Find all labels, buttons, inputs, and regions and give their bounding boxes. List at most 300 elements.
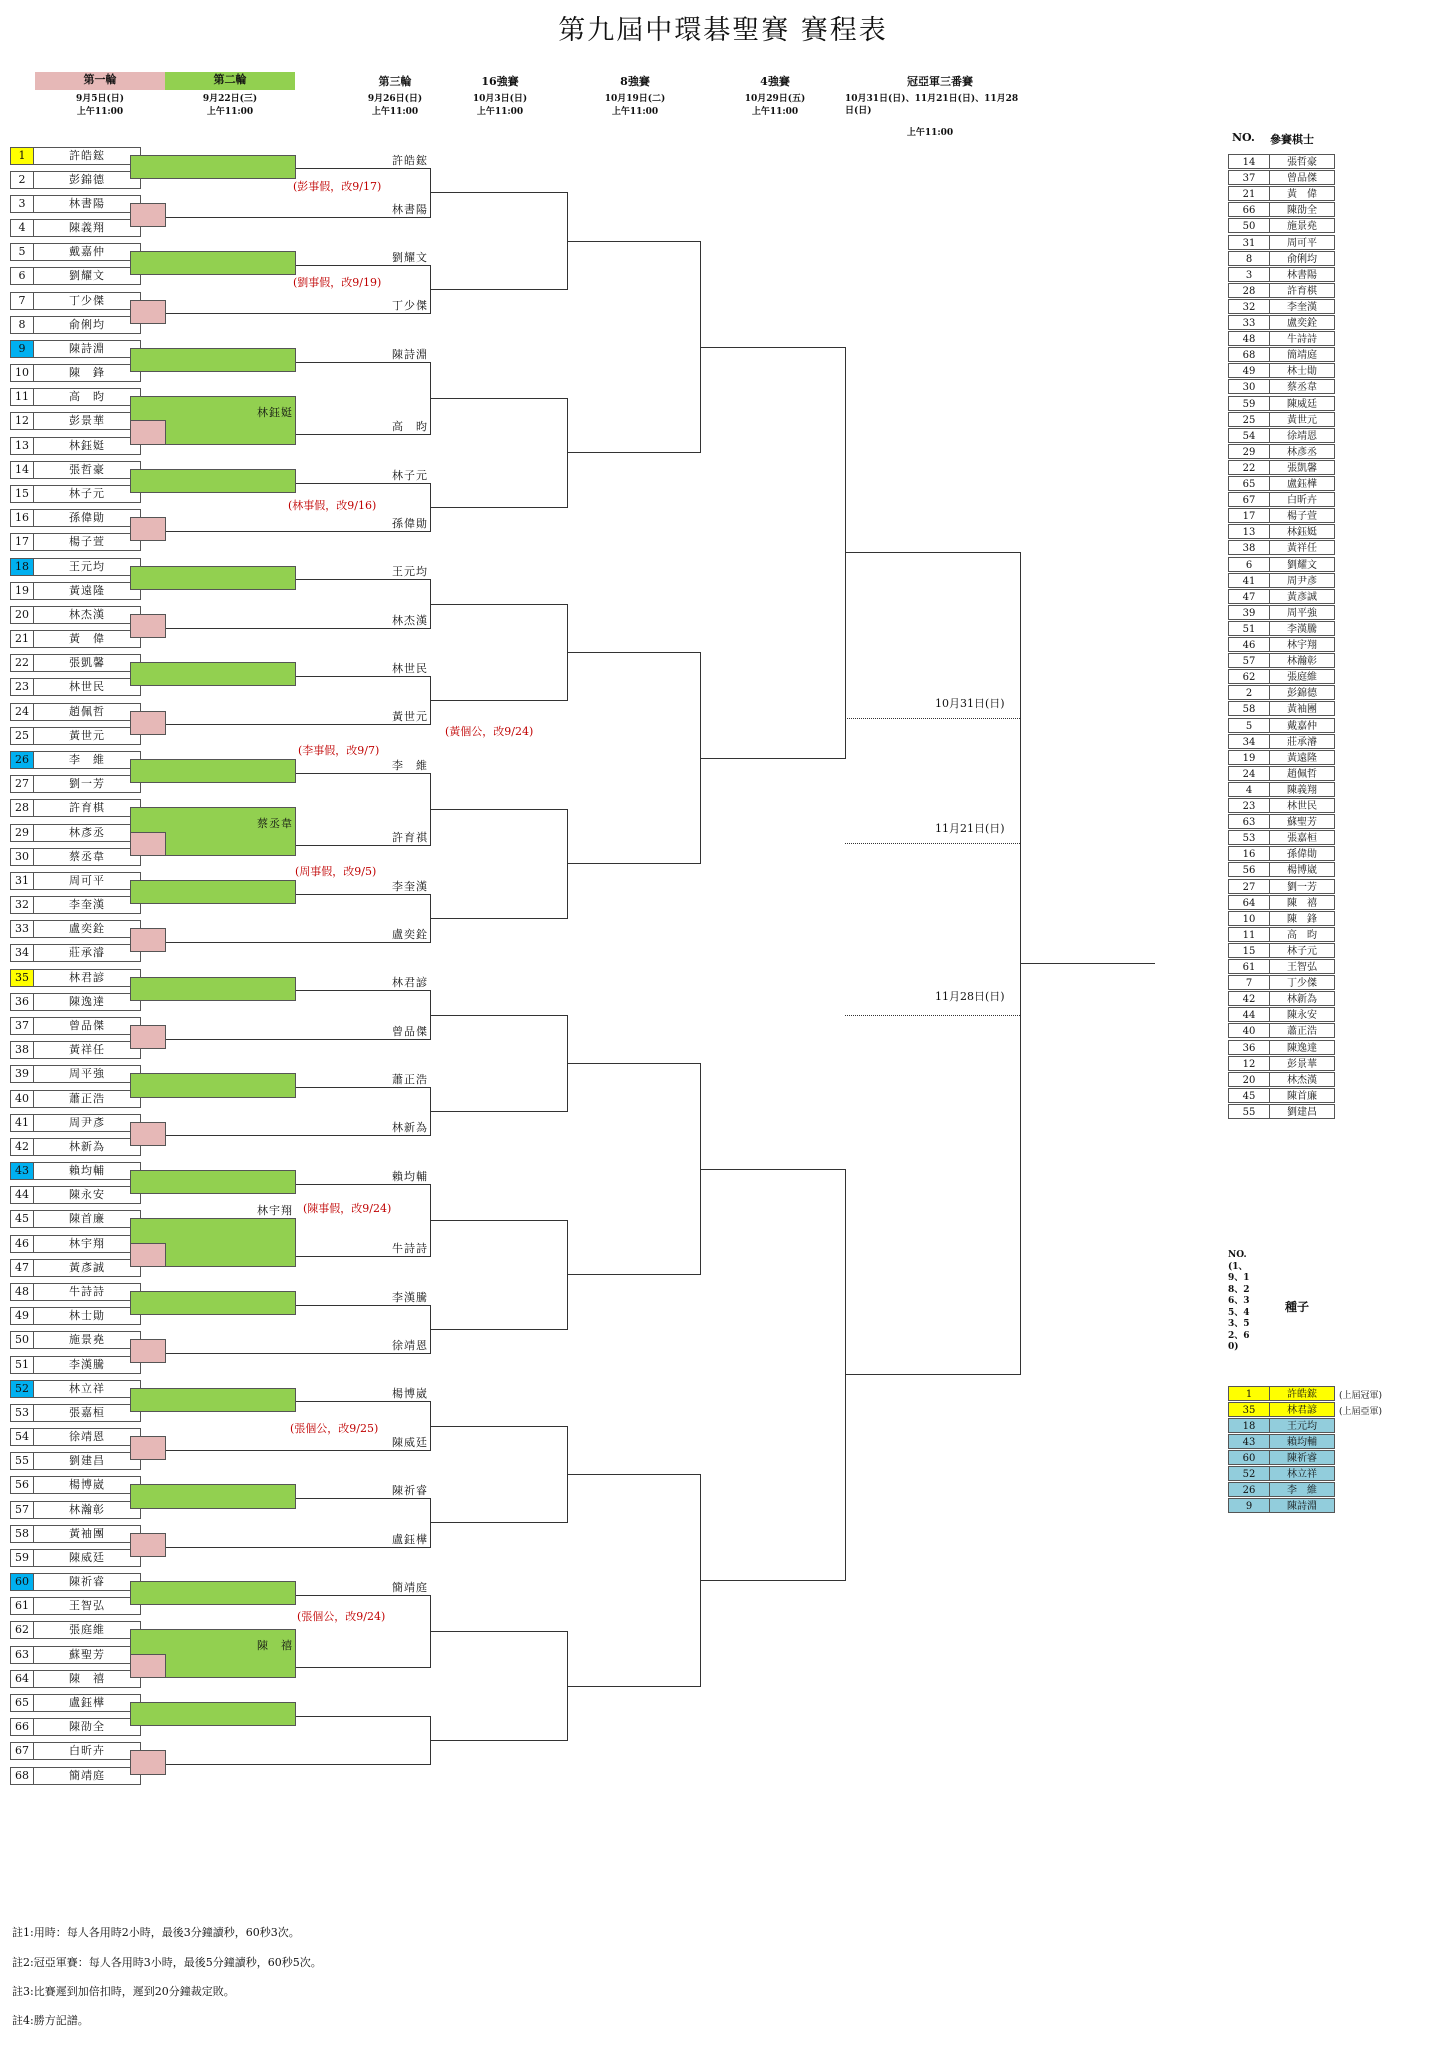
player-row <box>10 751 142 769</box>
player-name: 丁少傑 <box>33 292 141 310</box>
player-name: 曾品傑 <box>33 1017 141 1035</box>
player-name: 莊承濬 <box>33 944 141 962</box>
roster-name: 張凱馨 <box>1269 460 1335 475</box>
round1-box <box>130 1533 166 1557</box>
player-number: 26 <box>10 751 34 769</box>
player-number: 32 <box>10 896 34 914</box>
round2-header: 第二輪 <box>165 72 295 90</box>
bracket-line <box>700 758 845 759</box>
seed-name: 賴均輔 <box>1269 1434 1335 1449</box>
player-row <box>10 243 142 261</box>
seed-number: 9 <box>1228 1498 1270 1513</box>
player-row <box>10 316 142 334</box>
roster-number: 15 <box>1228 943 1270 958</box>
player-row <box>10 1742 142 1760</box>
postpone-note: (林事假，改9/16) <box>288 499 377 512</box>
player-number: 6 <box>10 267 34 285</box>
roster-name: 劉一芳 <box>1269 879 1335 894</box>
round3-name: 曾品傑 <box>392 1024 428 1038</box>
player-name: 盧奕銓 <box>33 920 141 938</box>
player-name: 徐靖恩 <box>33 1428 141 1446</box>
player-number: 23 <box>10 678 34 696</box>
player-row <box>10 1525 142 1543</box>
round1-box <box>130 1339 166 1363</box>
round3-name: 盧奕銓 <box>392 928 428 942</box>
roster-number: 68 <box>1228 347 1270 362</box>
seed-name: 陳祈睿 <box>1269 1450 1335 1465</box>
roster-number: 25 <box>1228 412 1270 427</box>
roster-name: 周平強 <box>1269 605 1335 620</box>
roster-name: 丁少傑 <box>1269 975 1335 990</box>
player-name: 白昕卉 <box>33 1742 141 1760</box>
bracket-line <box>166 1135 430 1136</box>
player-name: 盧鈺樺 <box>33 1694 141 1712</box>
roster-number: 44 <box>1228 1007 1270 1022</box>
roster-name: 林宇翔 <box>1269 637 1335 652</box>
round2-box <box>130 348 296 372</box>
round1-time: 上午11:00 <box>76 107 124 117</box>
bracket-line <box>567 452 700 453</box>
roster-name: 孫偉勛 <box>1269 846 1335 861</box>
roster-name: 林彥丞 <box>1269 444 1335 459</box>
player-row <box>10 1331 142 1349</box>
player-name: 王智弘 <box>33 1597 141 1615</box>
player-name: 賴均輔 <box>33 1162 141 1180</box>
roster-name: 林世民 <box>1269 798 1335 813</box>
roster-number: 59 <box>1228 396 1270 411</box>
postpone-note: (張個公，改9/25) <box>290 1422 379 1435</box>
player-name: 許育棋 <box>33 799 141 817</box>
player-number: 45 <box>10 1210 34 1228</box>
player-name: 陳祈睿 <box>33 1573 141 1591</box>
player-name: 黃世元 <box>33 727 141 745</box>
player-row <box>10 993 142 1011</box>
player-number: 37 <box>10 1017 34 1035</box>
player-number: 3 <box>10 195 34 213</box>
roster-number: 39 <box>1228 605 1270 620</box>
roster-name: 楊子萱 <box>1269 508 1335 523</box>
roster-number: 14 <box>1228 154 1270 169</box>
bracket-line <box>296 773 430 774</box>
round2-winner: 林宇翔 <box>257 1204 293 1218</box>
roster-name: 劉耀文 <box>1269 557 1335 572</box>
player-row <box>10 727 142 745</box>
seed-numbers: NO.(1、9、18、26、35、43、52、60) <box>1228 1250 1250 1352</box>
roster-number: 48 <box>1228 331 1270 346</box>
roster-number: 30 <box>1228 379 1270 394</box>
player-name: 戴嘉仲 <box>33 243 141 261</box>
roster-number: 29 <box>1228 444 1270 459</box>
bracket-line <box>430 700 567 701</box>
round2-box <box>130 759 296 783</box>
player-number: 65 <box>10 1694 34 1712</box>
bracket-line <box>430 192 567 193</box>
seed-name: 陳詩淵 <box>1269 1498 1335 1513</box>
bracket-line <box>166 1764 430 1765</box>
player-name: 孫偉勛 <box>33 509 141 527</box>
player-number: 18 <box>10 558 34 576</box>
roster-name: 黃世元 <box>1269 412 1335 427</box>
roster-number: 3 <box>1228 267 1270 282</box>
roster-number: 20 <box>1228 1072 1270 1087</box>
bracket-line <box>296 1667 430 1668</box>
round2-box <box>130 1291 296 1315</box>
player-name: 林書陽 <box>33 195 141 213</box>
final-game1-date: 10月31日(日) <box>935 697 1005 710</box>
bracket-line <box>1020 963 1155 964</box>
roster-number: 21 <box>1228 186 1270 201</box>
roster-number: 57 <box>1228 653 1270 668</box>
roster-name: 許育棋 <box>1269 283 1335 298</box>
roster-name: 彭景華 <box>1269 1056 1335 1071</box>
seed-name: 許皓鋐 <box>1269 1386 1335 1401</box>
roster-name: 曾品傑 <box>1269 170 1335 185</box>
player-number: 36 <box>10 993 34 1011</box>
final-game1-line <box>845 718 1020 719</box>
player-row <box>10 1186 142 1204</box>
roster-name: 周尹彥 <box>1269 573 1335 588</box>
player-number: 53 <box>10 1404 34 1422</box>
roster-name: 簡靖庭 <box>1269 347 1335 362</box>
final-game3-date: 11月28日(日) <box>935 990 1005 1003</box>
seed-label: 種子 <box>1285 1300 1310 1314</box>
round3-name: 林世民 <box>392 662 428 676</box>
roster-number: 6 <box>1228 557 1270 572</box>
round3-name: 牛詩詩 <box>392 1242 428 1256</box>
roster-number: 63 <box>1228 814 1270 829</box>
player-number: 54 <box>10 1428 34 1446</box>
roster-name: 李奎漢 <box>1269 299 1335 314</box>
round3-name: 丁少傑 <box>392 299 428 313</box>
round1-box <box>130 1654 166 1678</box>
player-number: 61 <box>10 1597 34 1615</box>
player-name: 蘇聖芳 <box>33 1646 141 1664</box>
seed-note: (上屆亞軍) <box>1339 1407 1383 1417</box>
roster-name: 張嘉桓 <box>1269 830 1335 845</box>
roster-name: 黃 偉 <box>1269 186 1335 201</box>
roster-name: 周可平 <box>1269 235 1335 250</box>
player-name: 施景堯 <box>33 1331 141 1349</box>
round2-date: 9月22日(三) <box>202 94 258 104</box>
bracket-line <box>296 434 430 435</box>
roster-number: 58 <box>1228 701 1270 716</box>
bracket-line <box>430 809 567 810</box>
player-row <box>10 582 142 600</box>
player-row <box>10 485 142 503</box>
roster-name: 林鈺娗 <box>1269 524 1335 539</box>
bracket-line <box>296 1595 430 1596</box>
player-row <box>10 1162 142 1180</box>
roster-name: 林子元 <box>1269 943 1335 958</box>
bracket-line <box>166 531 430 532</box>
roster-number: 2 <box>1228 685 1270 700</box>
player-name: 楊博崴 <box>33 1476 141 1494</box>
round8-date: 10月19日(二) <box>604 94 666 104</box>
roster-name: 白昕卉 <box>1269 492 1335 507</box>
player-row <box>10 654 142 672</box>
final-game2-date: 11月21日(日) <box>935 822 1005 835</box>
round3-name: 賴均輔 <box>392 1169 428 1183</box>
player-number: 58 <box>10 1525 34 1543</box>
postpone-note: (李事假，改9/7) <box>298 744 380 757</box>
bracket-line <box>166 628 430 629</box>
round3-name: 陳詩淵 <box>392 347 428 361</box>
player-row <box>10 1380 142 1398</box>
round3-name: 劉耀文 <box>392 250 428 264</box>
bracket-line <box>430 1522 567 1523</box>
roster-number: 42 <box>1228 991 1270 1006</box>
player-row <box>10 920 142 938</box>
player-number: 8 <box>10 316 34 334</box>
player-row <box>10 1356 142 1374</box>
player-name: 黃祥任 <box>33 1041 141 1059</box>
page-title: 第九屆中環碁聖賽 賽程表 <box>558 15 888 46</box>
round3-name: 楊博崴 <box>392 1387 428 1401</box>
player-number: 62 <box>10 1621 34 1639</box>
round2-box <box>130 566 296 590</box>
player-row <box>10 219 142 237</box>
bracket-line <box>700 1580 845 1581</box>
round1-box <box>130 1243 166 1267</box>
bracket-line <box>567 1274 700 1275</box>
footnote: 註1:用時：每人各用時2小時，最後3分鐘讀秒，60秒3次。 <box>12 1926 300 1939</box>
bracket-line <box>430 1329 567 1330</box>
round4-date: 10月29日(五) <box>744 94 806 104</box>
roster-number: 41 <box>1228 573 1270 588</box>
roster-name: 施景堯 <box>1269 218 1335 233</box>
bracket-line <box>166 217 430 218</box>
round2-time: 上午11:00 <box>206 107 254 117</box>
bracket-line <box>430 507 567 508</box>
round16-date: 10月3日(日) <box>472 94 528 104</box>
player-row <box>10 412 142 430</box>
player-number: 67 <box>10 1742 34 1760</box>
roster-name: 彭錦德 <box>1269 685 1335 700</box>
roster-number: 61 <box>1228 959 1270 974</box>
player-row <box>10 1404 142 1422</box>
player-row <box>10 1767 142 1785</box>
roster-number: 65 <box>1228 476 1270 491</box>
player-row <box>10 872 142 890</box>
round1-box <box>130 517 166 541</box>
player-name: 黃袖團 <box>33 1525 141 1543</box>
round1-box <box>130 832 166 856</box>
round3-name: 許育祺 <box>392 831 428 845</box>
player-name: 李漢騰 <box>33 1356 141 1374</box>
seed-number: 18 <box>1228 1418 1270 1433</box>
player-number: 63 <box>10 1646 34 1664</box>
bracket-line <box>430 1426 567 1427</box>
player-number: 47 <box>10 1259 34 1277</box>
roster-name: 黃袖團 <box>1269 701 1335 716</box>
round2-box <box>130 1484 296 1508</box>
round3-name: 陳祈睿 <box>392 1484 428 1498</box>
roster-number: 13 <box>1228 524 1270 539</box>
player-row <box>10 1718 142 1736</box>
round1-box <box>130 420 166 444</box>
player-name: 張哲豪 <box>33 461 141 479</box>
roster-name: 黃遠隆 <box>1269 750 1335 765</box>
roster-number: 8 <box>1228 251 1270 266</box>
round2-box <box>130 1581 296 1605</box>
bracket-line <box>567 1063 700 1064</box>
footnote: 註3:比賽遲到加倍扣時，遲到20分鐘裁定敗。 <box>12 1985 235 1998</box>
player-row <box>10 461 142 479</box>
player-row <box>10 292 142 310</box>
player-number: 34 <box>10 944 34 962</box>
roster-number: 62 <box>1228 669 1270 684</box>
player-row <box>10 1090 142 1108</box>
bracket-line <box>166 724 430 725</box>
roster-name: 林杰漢 <box>1269 1072 1335 1087</box>
round3-name: 林君諺 <box>392 976 428 990</box>
player-number: 52 <box>10 1380 34 1398</box>
player-number: 35 <box>10 969 34 987</box>
round3-name: 徐靖恩 <box>392 1339 428 1353</box>
seed-number: 35 <box>1228 1402 1270 1417</box>
player-number: 17 <box>10 533 34 551</box>
roster-number: 28 <box>1228 283 1270 298</box>
roster-name: 徐靖恩 <box>1269 428 1335 443</box>
player-row <box>10 364 142 382</box>
bracket-line <box>430 1015 567 1016</box>
bracket-line <box>296 894 430 895</box>
bracket-line <box>166 1450 430 1451</box>
player-name: 陳劭全 <box>33 1718 141 1736</box>
roster-number: 10 <box>1228 911 1270 926</box>
player-number: 29 <box>10 824 34 842</box>
roster-number: 40 <box>1228 1023 1270 1038</box>
roster-header-name: 參賽棋士 <box>1270 133 1314 146</box>
bracket-line <box>430 918 567 919</box>
player-row <box>10 848 142 866</box>
player-number: 14 <box>10 461 34 479</box>
player-number: 64 <box>10 1670 34 1688</box>
player-row <box>10 171 142 189</box>
roster-name: 蔡丞韋 <box>1269 379 1335 394</box>
bracket-line <box>166 942 430 943</box>
bracket-line <box>430 289 567 290</box>
player-number: 50 <box>10 1331 34 1349</box>
bracket-line <box>296 579 430 580</box>
player-name: 林立祥 <box>33 1380 141 1398</box>
player-name: 黃 偉 <box>33 630 141 648</box>
roster-number: 55 <box>1228 1104 1270 1119</box>
player-name: 周可平 <box>33 872 141 890</box>
player-row <box>10 558 142 576</box>
roster-number: 19 <box>1228 750 1270 765</box>
roster-name: 陳 禧 <box>1269 895 1335 910</box>
roster-number: 24 <box>1228 766 1270 781</box>
player-name: 彭錦德 <box>33 171 141 189</box>
roster-number: 11 <box>1228 927 1270 942</box>
bracket-line <box>296 990 430 991</box>
bracket-line <box>166 313 430 314</box>
player-name: 林宇翔 <box>33 1235 141 1253</box>
player-number: 9 <box>10 340 34 358</box>
roster-name: 楊博崴 <box>1269 862 1335 877</box>
player-name: 陳逸達 <box>33 993 141 1011</box>
round1-box <box>130 1122 166 1146</box>
round3-date: 9月26日(日) <box>367 94 423 104</box>
player-number: 28 <box>10 799 34 817</box>
player-name: 李奎漢 <box>33 896 141 914</box>
roster-name: 陳 鋒 <box>1269 911 1335 926</box>
round1-header: 第一輪 <box>35 72 165 90</box>
player-name: 王元均 <box>33 558 141 576</box>
round1-box <box>130 711 166 735</box>
bracket-line <box>296 265 430 266</box>
player-number: 40 <box>10 1090 34 1108</box>
roster-number: 46 <box>1228 637 1270 652</box>
player-name: 林君諺 <box>33 969 141 987</box>
bracket-line <box>296 362 430 363</box>
player-number: 39 <box>10 1065 34 1083</box>
player-number: 49 <box>10 1307 34 1325</box>
seed-name: 李 維 <box>1269 1482 1335 1497</box>
player-number: 10 <box>10 364 34 382</box>
roster-number: 34 <box>1228 734 1270 749</box>
player-row <box>10 147 142 165</box>
seed-name: 林立祥 <box>1269 1466 1335 1481</box>
roster-name: 高 昀 <box>1269 927 1335 942</box>
round3-name: 簡靖庭 <box>392 1580 428 1594</box>
player-row <box>10 1646 142 1664</box>
player-row <box>10 1670 142 1688</box>
round1-box <box>130 1750 166 1774</box>
player-name: 陳詩淵 <box>33 340 141 358</box>
seed-name: 王元均 <box>1269 1418 1335 1433</box>
player-number: 43 <box>10 1162 34 1180</box>
player-name: 蕭正浩 <box>33 1090 141 1108</box>
bracket-line <box>296 676 430 677</box>
player-name: 蔡丞韋 <box>33 848 141 866</box>
roster-number: 37 <box>1228 170 1270 185</box>
postpone-note: (彭事假，改9/17) <box>293 180 382 193</box>
player-number: 24 <box>10 703 34 721</box>
bracket-line <box>567 241 700 242</box>
player-row <box>10 1549 142 1567</box>
player-number: 13 <box>10 437 34 455</box>
final-header: 冠亞軍三番賽 <box>907 75 973 88</box>
postpone-note: (張個公，改9/24) <box>297 1610 386 1623</box>
player-name: 林杰漢 <box>33 606 141 624</box>
player-name: 彭景華 <box>33 412 141 430</box>
round2-box <box>130 1073 296 1097</box>
round1-box <box>130 300 166 324</box>
player-name: 劉建昌 <box>33 1452 141 1470</box>
bracket-line <box>166 1353 430 1354</box>
round3-name: 陳威廷 <box>392 1435 428 1449</box>
player-name: 簡靖庭 <box>33 1767 141 1785</box>
player-row <box>10 388 142 406</box>
player-number: 68 <box>10 1767 34 1785</box>
round3-name: 王元均 <box>392 565 428 579</box>
player-row <box>10 1694 142 1712</box>
player-row <box>10 1210 142 1228</box>
round3-header: 第三輪 <box>378 75 412 88</box>
round1-date: 9月5日(日) <box>75 94 125 104</box>
bracket-line <box>430 1111 567 1112</box>
round3-name: 盧鈺樺 <box>392 1532 428 1546</box>
player-row <box>10 1114 142 1132</box>
bracket-line <box>296 1498 430 1499</box>
player-number: 21 <box>10 630 34 648</box>
round3-name: 李 維 <box>392 758 428 772</box>
roster-number: 31 <box>1228 235 1270 250</box>
roster-number: 66 <box>1228 202 1270 217</box>
roster-number: 27 <box>1228 879 1270 894</box>
